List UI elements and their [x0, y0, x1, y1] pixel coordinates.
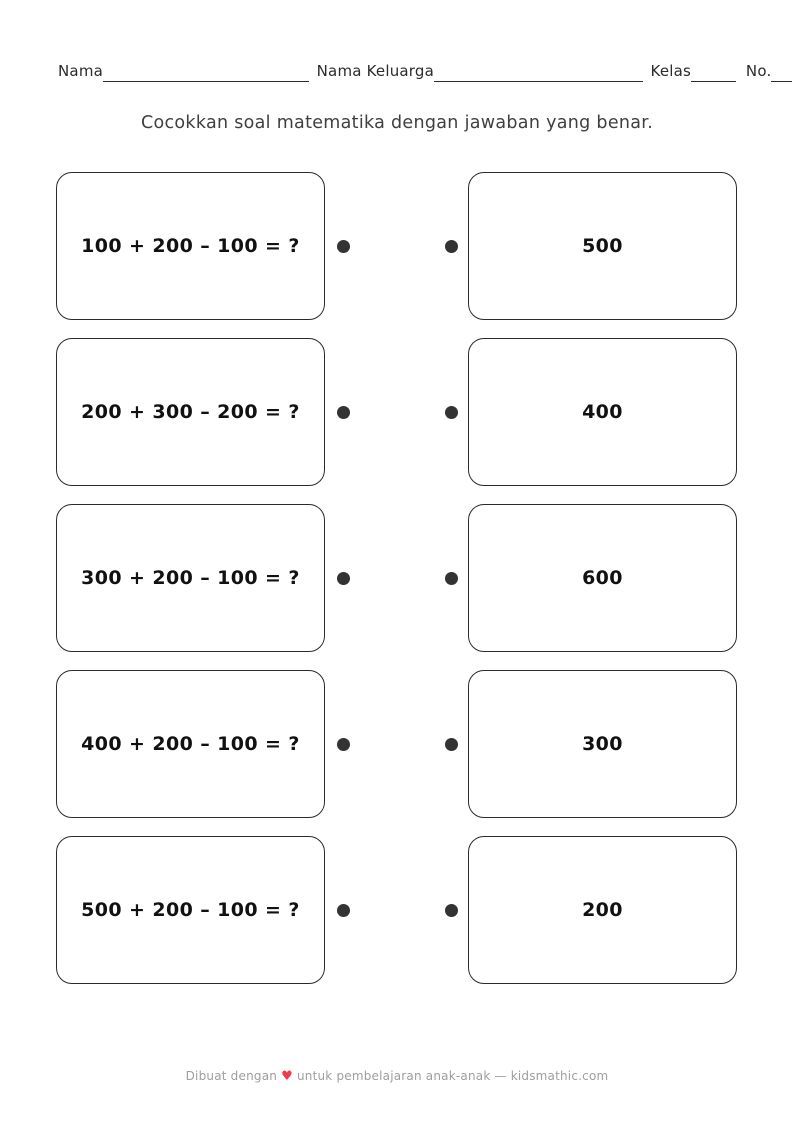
number-label: No.	[745, 62, 772, 80]
connector-dot-left[interactable]	[337, 904, 350, 917]
matching-rows	[56, 172, 737, 1002]
problem-text: 100 + 200 – 100 = ?	[81, 235, 300, 257]
family-name-label: Nama Keluarga	[316, 62, 435, 80]
match-row	[56, 670, 737, 818]
name-label: Nama	[58, 62, 104, 80]
match-row	[56, 836, 737, 984]
answer-text: 500	[582, 235, 623, 257]
answer-card[interactable]	[468, 836, 737, 984]
family-name-fill-line[interactable]	[434, 62, 643, 82]
problem-text: 400 + 200 – 100 = ?	[81, 733, 300, 755]
footer-credit	[0, 1069, 794, 1084]
answer-card[interactable]	[468, 172, 737, 320]
connector-dot-right[interactable]	[445, 904, 458, 917]
match-row	[56, 338, 737, 486]
connector-dot-left[interactable]	[337, 240, 350, 253]
connector-track	[325, 172, 468, 320]
name-fill-line[interactable]	[103, 62, 309, 82]
problem-card[interactable]	[56, 836, 325, 984]
class-fill-line[interactable]	[691, 62, 736, 82]
connector-dot-left[interactable]	[337, 406, 350, 419]
answer-text: 200	[582, 899, 623, 921]
connector-dot-left[interactable]	[337, 572, 350, 585]
answer-text: 300	[582, 733, 623, 755]
answer-text: 600	[582, 567, 623, 589]
connector-track	[325, 338, 468, 486]
match-row	[56, 172, 737, 320]
footer-text-after: untuk pembelajaran anak-anak — kidsmathic.com	[296, 1069, 609, 1083]
problem-card[interactable]	[56, 504, 325, 652]
match-row	[56, 504, 737, 652]
connector-dot-right[interactable]	[445, 572, 458, 585]
header	[58, 62, 792, 82]
connector-dot-right[interactable]	[445, 240, 458, 253]
connector-dot-left[interactable]	[337, 738, 350, 751]
connector-track	[325, 670, 468, 818]
problem-card[interactable]	[56, 172, 325, 320]
problem-card[interactable]	[56, 670, 325, 818]
connector-dot-right[interactable]	[445, 406, 458, 419]
answer-card[interactable]	[468, 338, 737, 486]
heart-icon: ♥	[281, 1069, 293, 1084]
worksheet-title: Cocokkan soal matematika dengan jawaban yang benar.	[140, 113, 654, 133]
problem-text: 200 + 300 – 200 = ?	[81, 401, 300, 423]
problem-text: 500 + 200 – 100 = ?	[81, 899, 300, 921]
problem-card[interactable]	[56, 338, 325, 486]
answer-card[interactable]	[468, 670, 737, 818]
connector-track	[325, 504, 468, 652]
answer-text: 400	[582, 401, 623, 423]
number-fill-line[interactable]	[771, 62, 792, 82]
connector-dot-right[interactable]	[445, 738, 458, 751]
footer-text-before: Dibuat dengan	[185, 1069, 278, 1083]
problem-text: 300 + 200 – 100 = ?	[81, 567, 300, 589]
answer-card[interactable]	[468, 504, 737, 652]
connector-track	[325, 836, 468, 984]
class-label: Kelas	[650, 62, 692, 80]
